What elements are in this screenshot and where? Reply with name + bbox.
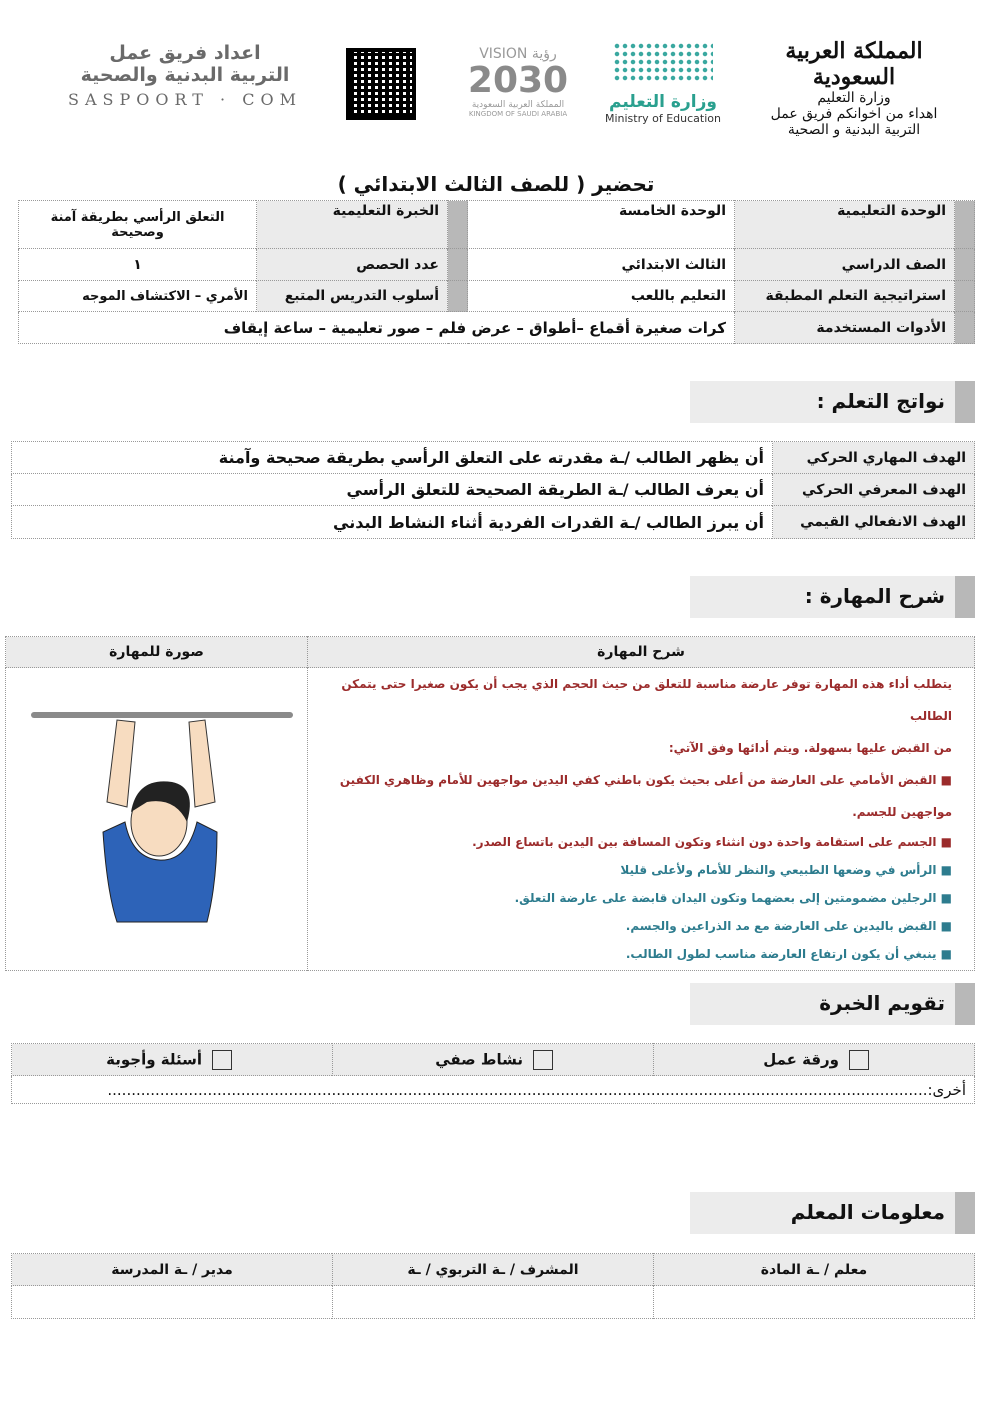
moe-dots-icon	[613, 42, 713, 82]
hanging-boy-illustration	[7, 682, 307, 952]
checkbox[interactable]	[533, 1050, 553, 1070]
experience-label: الخبرة التعليمية	[257, 201, 448, 249]
gift-line1: اهداء من اخوانكم فريق عمل	[770, 106, 938, 122]
gift-line2: التربية البدنية و الصحية	[787, 122, 921, 138]
teacher-table	[11, 1253, 975, 1319]
principal-col: مدير / ـة المدرسة	[12, 1254, 333, 1286]
tools-label: الأدوات المستخدمة	[735, 312, 955, 344]
skill-point: ■ الرجلين مضمومتين إلى بعضهما وتكون اليدان قابضة على عارضة التعلق.	[514, 891, 952, 905]
teacher-heading: معلومات المعلم	[690, 1192, 975, 1234]
skill-explain-header: شرح المهارة	[308, 637, 975, 668]
option-qa[interactable]: أسئلة وأجوبة	[12, 1044, 333, 1076]
site-name: SASPOORT · COM	[68, 90, 302, 109]
supervisor-sign[interactable]	[333, 1286, 654, 1319]
unit-label: الوحدة التعليمية	[735, 201, 955, 249]
periods-value: ١	[19, 249, 257, 281]
principal-sign[interactable]	[12, 1286, 333, 1319]
vision-kingdom-ar: المملكة العربية السعودية	[471, 100, 565, 110]
skill-point: ■ الرأس في وضعها الطبيعي والنظر للأمام ولأعلى قليلا	[620, 863, 952, 877]
outcomes-heading: نواتج التعلم :	[690, 381, 975, 423]
evaluation-heading: تقويم الخبرة	[690, 983, 975, 1025]
other-field[interactable]: أخرى:............................................................................................................................................................................	[12, 1076, 975, 1104]
ministry-text: وزارة التعليم	[817, 90, 891, 106]
outcome-label: الهدف المهاري الحركي	[773, 442, 975, 474]
unit-value: الوحدة الخامسة	[468, 201, 735, 249]
vision-logo	[458, 46, 578, 118]
method-value: الأمري – الاكتشاف الموجه	[19, 281, 257, 312]
teacher-sign[interactable]	[654, 1286, 975, 1319]
moe-ar: وزارة التعليم	[609, 92, 717, 112]
tools-value: كرات صغيرة أقماع –أطواق – عرض فلم – صور تعليمية – ساعة إيقاف	[19, 312, 735, 344]
outcome-value: أن يظهر الطالب /ـة مقدرته على التعلق الرأسي بطريقة صحيحة وآمنة	[12, 442, 773, 474]
strategy-label: استراتيجية التعلم المطبقة	[735, 281, 955, 312]
grade-label: الصف الدراسي	[735, 249, 955, 281]
skill-image-header: صورة للمهارة	[6, 637, 308, 668]
vision-year: 2030	[467, 60, 569, 101]
skill-point: ■ الجسم على استقامة واحدة دون انثناء وتكون المسافة بين اليدين باتساع الصدر.	[472, 835, 952, 849]
lesson-info-table	[18, 200, 975, 344]
skill-point: ■ ينبغي أن يكون ارتفاع العارضة مناسب لطول الطالب.	[625, 947, 952, 961]
experience-value: التعلق الرأسي بطريقة آمنة وصحيحة	[19, 201, 257, 249]
skill-point: ■ القبض باليدين على العارضة مع مد الذراعين والجسم.	[625, 919, 952, 933]
supervisor-col: المشرف / ـة التربوي / ـة	[333, 1254, 654, 1286]
qr-code-icon	[346, 48, 416, 120]
periods-label: عدد الحصص	[257, 249, 448, 281]
skill-intro: من القبض عليها بسهولة. ويتم أدائها وفق الآتي:	[668, 741, 952, 755]
outcome-label: الهدف المعرفي الحركي	[773, 474, 975, 506]
outcome-value: أن يبرز الطالب /ـة القدرات الفردية أثناء النشاط البدني	[12, 506, 773, 539]
team-logo	[60, 42, 310, 109]
skill-table	[5, 636, 975, 971]
team-line1: اعداد فريق عمل	[109, 42, 261, 64]
teacher-col: معلم / ـة المادة	[654, 1254, 975, 1286]
skill-point: ■ القبض الأمامي على العارضة من أعلى بحيث يكون باطني كفي اليدين مواجهين للأمام وظاهري الكفين مواجهين للجسم.	[339, 773, 952, 819]
method-label: أسلوب التدريس المتبع	[257, 281, 448, 312]
kingdom-name: المملكة العربية السعودية	[785, 38, 923, 90]
evaluation-table	[11, 1043, 975, 1104]
outcome-label: الهدف الانفعالي القيمي	[773, 506, 975, 539]
vision-ar: رؤية	[531, 46, 557, 62]
option-worksheet[interactable]: ورقة عمل	[654, 1044, 975, 1076]
vision-en: VISION	[479, 46, 528, 62]
moe-logo	[588, 42, 738, 125]
outcomes-table	[11, 441, 975, 539]
strategy-value: التعليم باللعب	[468, 281, 735, 312]
team-line2: التربية البدنية والصحية	[80, 64, 290, 86]
option-class-activity[interactable]: نشاط صفي	[333, 1044, 654, 1076]
checkbox[interactable]	[849, 1050, 869, 1070]
skill-intro: يتطلب أداء هذه المهارة توفر عارضة مناسبة للتعلق من حيث الحجم الذي يجب أن يكون صغيرا حتى يتمكن الطالب	[341, 677, 952, 723]
skill-heading: شرح المهارة :	[690, 576, 975, 618]
page-title: تحضير ( للصف الثالث الابتدائي )	[337, 172, 655, 196]
grade-value: الثالث الابتدائي	[468, 249, 735, 281]
kingdom-logo	[754, 38, 954, 138]
vision-kingdom-en: KINGDOM OF SAUDI ARABIA	[468, 110, 568, 118]
outcome-value: أن يعرف الطالب /ـة الطريقة الصحيحة للتعلق الرأسي	[12, 474, 773, 506]
checkbox[interactable]	[212, 1050, 232, 1070]
moe-en: Ministry of Education	[604, 112, 721, 125]
